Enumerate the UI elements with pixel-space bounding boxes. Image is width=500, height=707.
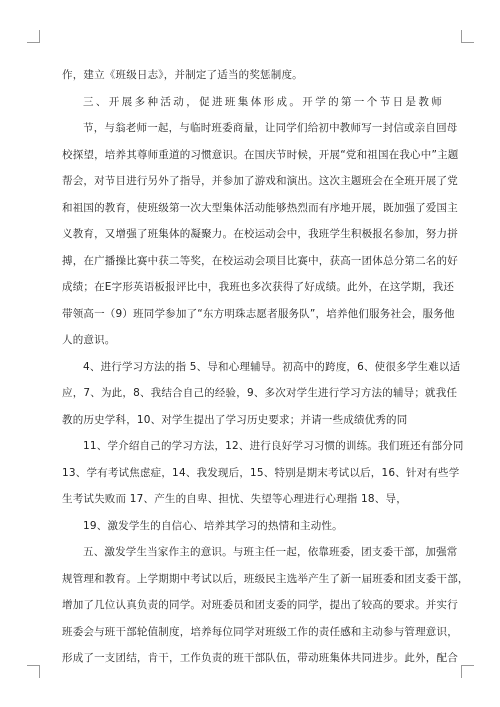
text-line: 19、激发学生的自信心、培养其学习的热情和主动性。 bbox=[83, 519, 343, 532]
text-line: 带领高一（9）班同学参加了“东方明珠志愿者服务队”，培养他们服务社会，服务他 bbox=[62, 307, 455, 320]
text-line: 教的历史学科，10、对学生提出了学习历史要求；并请一些成绩优秀的同 bbox=[62, 413, 408, 426]
text-line: 应，7、为此，8、我结合自己的经验，9、多次对学生进行学习方法的辅导；就我任 bbox=[62, 387, 458, 399]
text-line: 帮会，对节目进行另外了指导，并参加了游戏和演出。这次主题班会在全班开展了党 bbox=[62, 175, 458, 187]
crop-mark-bottom-left bbox=[27, 665, 40, 678]
text-line: 校探望，培养其尊师重道的习惯意识。在国庆节时候，开展“党和祖国在我心中”主题 bbox=[62, 148, 459, 161]
crop-mark-top-left bbox=[27, 30, 40, 43]
text-line: 形成了一支团结，肯干，工作负责的班干部队伍，带动班集体共同进步。此外，配合 bbox=[62, 652, 458, 664]
text-line: 三、开展多种活动，促进班集体形成。开学的第一个节日是教师 bbox=[83, 95, 442, 108]
text-line: 规管理和教育。上学期期中考试以后，班级民主选举产生了新一届班委和团支委干部， bbox=[62, 572, 469, 585]
text-line: 13、学有考试焦虑症，14、我发现后，15、特别是期末考试以后，16、针对有些学 bbox=[62, 466, 460, 479]
text-line: 成绩；在E字形英语板报评比中，我班也多次获得了好成绩。此外，在这学期，我还 bbox=[62, 281, 455, 293]
text-line: 班委会与班干部轮值制度，培养每位同学对班级工作的责任感和主动参与管理意识， bbox=[62, 625, 458, 638]
text-line: 4、进行学习方法的指 5、导和心理辅导。初高中的跨度，6、使很多学生难以适 bbox=[83, 360, 461, 373]
text-line: 节，与翁老师一起，与临时班委商量，让同学们给初中教师写一封信或亲自回母 bbox=[83, 122, 458, 134]
document-body bbox=[62, 62, 469, 672]
text-line: 11、学介绍自己的学习方法，12、进行良好学习习惯的训练。我们班还有部分同 bbox=[83, 440, 464, 452]
crop-mark-top-right bbox=[461, 30, 474, 43]
text-line: 五、激发学生当家作主的意识。与班主任一起，依靠班委，团支委干部，加强常 bbox=[83, 546, 458, 558]
text-line: 和祖国的教育，使班级第一次大型集体活动能够热烈而有序地开展，既加强了爱国主 bbox=[62, 201, 458, 214]
text-line: 作，建立《班级日志》，并制定了适当的奖惩制度。 bbox=[62, 69, 303, 81]
text-line: 义教育，又增强了班集体的凝聚力。在校运动会中，我班学生积极报名参加，努力拼 bbox=[62, 228, 458, 240]
text-line: 搏，在广播操比赛中获二等奖，在校运动会项目比赛中，获高一团体总分第二名的好 bbox=[62, 254, 458, 267]
text-line: 生考试失败而 17、产生的自卑、担忧、失望等心理进行心理指 18、导， bbox=[62, 493, 407, 505]
text-line: 人的意识。 bbox=[62, 334, 116, 346]
text-line: 增加了几位认真负责的同学。对班委员和团支委的同学，提出了较高的要求。并实行 bbox=[62, 599, 458, 611]
crop-mark-bottom-right bbox=[461, 665, 474, 678]
